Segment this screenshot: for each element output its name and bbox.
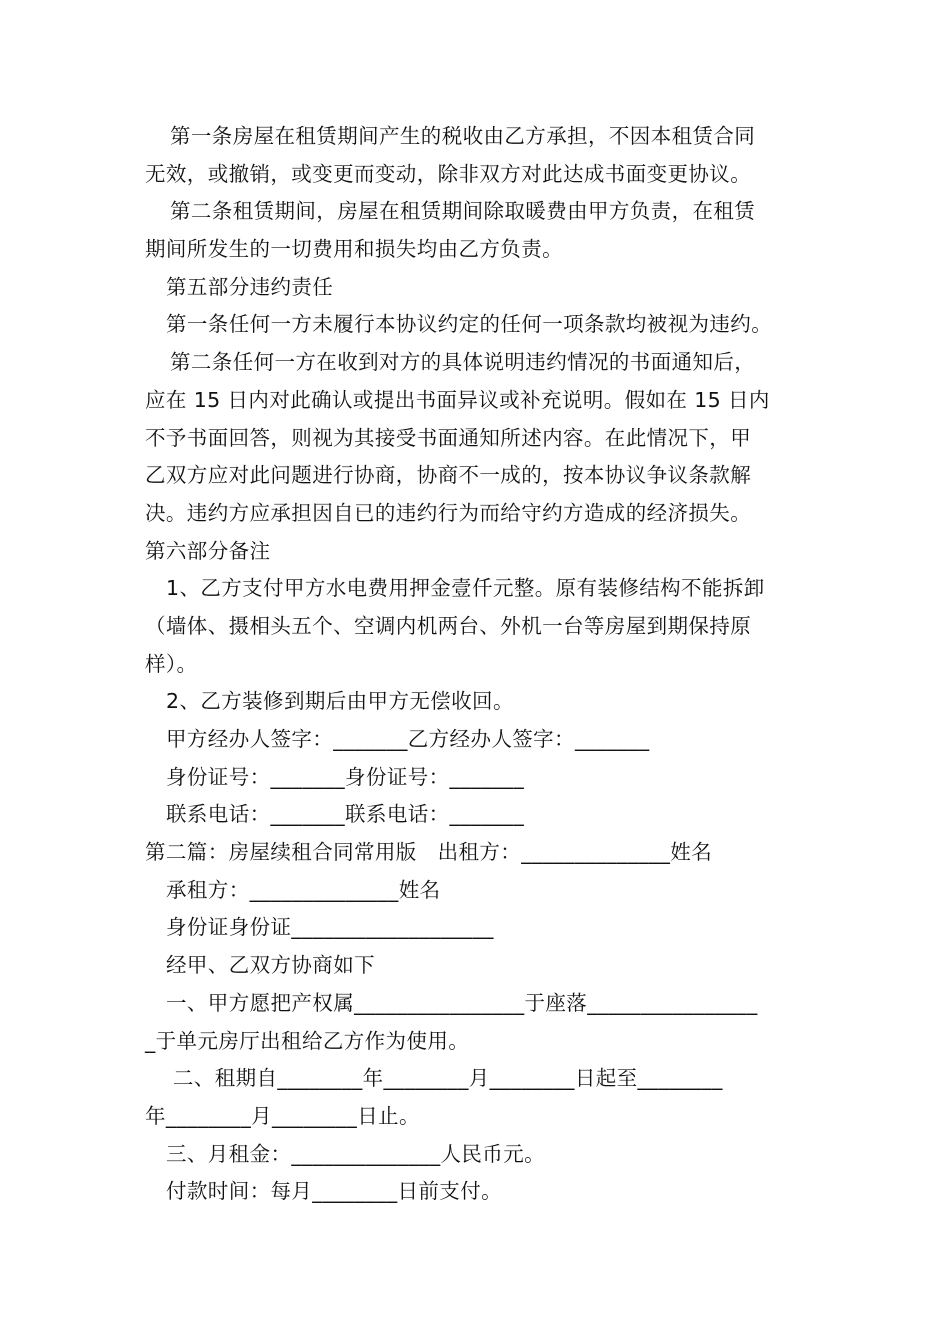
text-line: 无效，或撤销，或变更而变动，除非双方对此达成书面变更协议。 [145,161,752,186]
text-line: 应在 15 日内对此确认或提出书面异议或补充说明。假如在 15 日内 [145,387,770,412]
text-line: 第一条房屋在租赁期间产生的税收由乙方承担，不因本租赁合同 [170,124,756,148]
section-heading: 第六部分备注 [145,538,271,563]
text-line: 样）。 [145,651,198,676]
phone-line: 联系电话：_______联系电话：_______ [166,802,525,827]
text-line: 1、乙方支付甲方水电费用押金壹仟元整。原有装修结构不能拆卸 [166,576,765,601]
text-line: （墙体、摄相头五个、空调内机两台、外机一台等房屋到期保持原 [145,613,752,638]
text-line: 第二条租赁期间，房屋在租赁期间除取暖费由甲方负责，在租赁 [170,199,756,224]
text-line: 年________月________日止。 [145,1103,420,1128]
contract-text-body [145,118,810,1211]
text-line: 2、乙方装修到期后由甲方无偿收回。 [166,689,514,714]
text-line: 决。违约方应承担因自已的违约行为而给守约方造成的经济损失。 [145,500,752,525]
text-line: 期间所发生的一切费用和损失均由乙方负责。 [145,237,563,262]
text-line: 三、月租金：______________人民币元。 [166,1141,545,1166]
text-line: 第一条任何一方未履行本协议约定的任何一项条款均被视为违约。 [166,312,773,337]
signature-line: 甲方经办人签字：_______乙方经办人签字：_______ [166,727,650,751]
text-line: 不予书面回答，则视为其接受书面通知所述内容。在此情况下，甲 [145,425,752,450]
id-number-line: 身份证号：_______身份证号：_______ [166,764,525,789]
text-line: 二、租期自________年________月________日起至________ [166,1066,723,1091]
text-line: 付款时间：每月________日前支付。 [166,1179,502,1204]
text-line: 经甲、乙双方协商如下 [166,953,375,978]
text-line: 承租方：______________姓名 [166,877,441,902]
section-heading: 第五部分违约责任 [166,274,334,299]
text-line: 身份证身份证___________________ [166,915,494,940]
text-line: 一、甲方愿把产权属________________于座落________________ [166,990,758,1015]
text-line: 第二条任何一方在收到对方的具体说明违约情况的书面通知后， [170,350,756,375]
text-line: 乙双方应对此问题进行协商，协商不一成的，按本协议争议条款解 [145,463,752,488]
text-line: _于单元房厅出租给乙方作为使用。 [145,1028,470,1053]
second-contract-title: 第二篇：房屋续租合同常用版 出租方：______________姓名 [145,840,713,865]
